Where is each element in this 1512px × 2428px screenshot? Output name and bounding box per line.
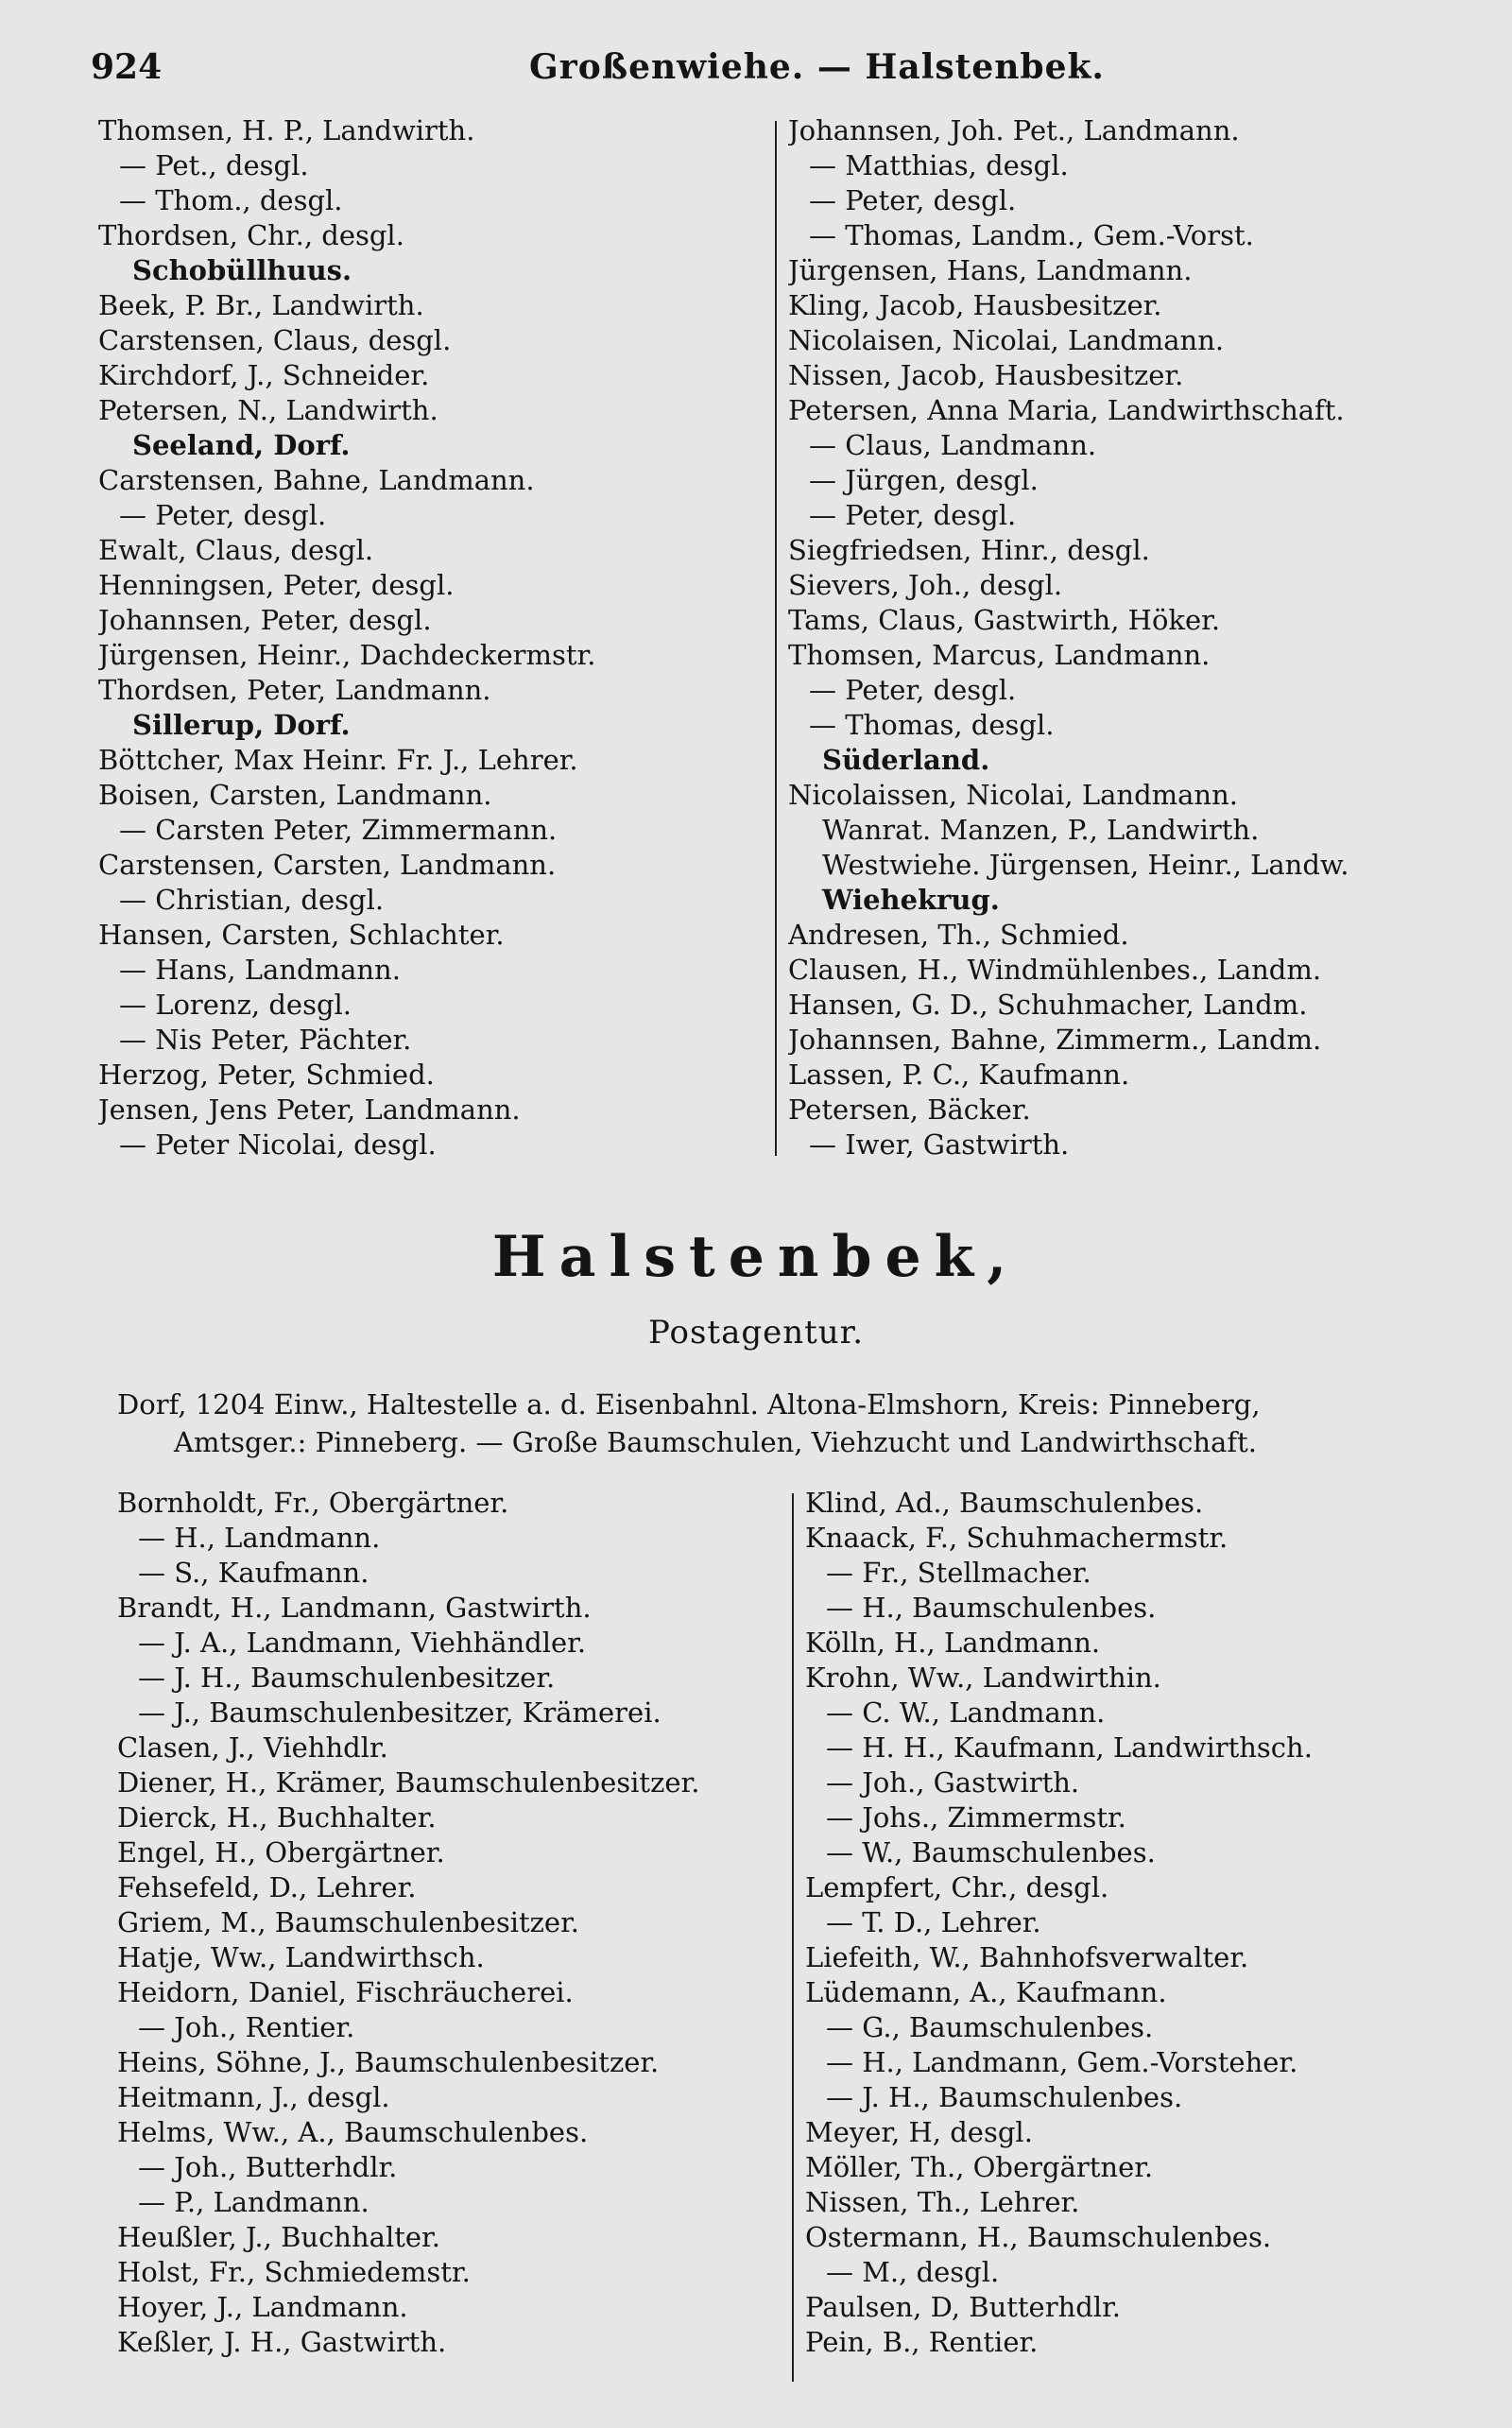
column-divider xyxy=(792,1493,794,2382)
directory-entry: — J. A., Landmann, Viehhändler. xyxy=(138,1627,587,1659)
directory-entry: Thomsen, H. P., Landwirth. xyxy=(98,114,475,146)
directory-entry: Kirchdorf, J., Schneider. xyxy=(98,359,430,391)
directory-entry: Carstensen, Claus, desgl. xyxy=(98,324,452,356)
directory-entry: Boisen, Carsten, Landmann. xyxy=(98,779,492,811)
directory-entry: — C. W., Landmann. xyxy=(826,1696,1106,1729)
directory-entry: Beek, P. Br., Landwirth. xyxy=(98,289,424,321)
directory-entry: Kling, Jacob, Hausbesitzer. xyxy=(788,289,1162,321)
place-heading: Seeland, Dorf. xyxy=(132,429,351,461)
directory-entry: — M., desgl. xyxy=(826,2256,1000,2288)
directory-entry: — G., Baumschulenbes. xyxy=(826,2011,1154,2043)
directory-entry: — Nis Peter, Pächter. xyxy=(119,1024,412,1056)
directory-entry: Carstensen, Carsten, Landmann. xyxy=(98,849,557,881)
directory-entry: Ewalt, Claus, desgl. xyxy=(98,534,374,566)
directory-entry: Klind, Ad., Baumschulenbes. xyxy=(805,1487,1204,1519)
directory-entry: — Peter, desgl. xyxy=(809,184,1017,216)
place-heading: Süderland. xyxy=(822,744,990,776)
directory-entry: — Carsten Peter, Zimmermann. xyxy=(119,814,558,846)
directory-entry: Hatje, Ww., Landwirthsch. xyxy=(117,1941,485,1973)
directory-entry: — S., Kaufmann. xyxy=(138,1557,369,1589)
directory-entry: — Thomas, Landm., Gem.-Vorst. xyxy=(809,219,1254,251)
directory-entry: — Johs., Zimmermstr. xyxy=(826,1801,1126,1834)
directory-entry: Heins, Söhne, J., Baumschulenbesitzer. xyxy=(117,2046,660,2078)
directory-entry: — Peter, desgl. xyxy=(809,674,1017,706)
directory-entry: Griem, M., Baumschulenbesitzer. xyxy=(117,1906,579,1938)
directory-entry: — H. H., Kaufmann, Landwirthsch. xyxy=(826,1731,1313,1764)
directory-entry: Petersen, Bäcker. xyxy=(788,1093,1031,1126)
running-head: Großenwiehe. — Halstenbek. xyxy=(529,47,1105,87)
directory-entry: — Joh., Gastwirth. xyxy=(826,1766,1080,1799)
directory-entry: Fehsefeld, D., Lehrer. xyxy=(117,1871,417,1903)
directory-entry: Hansen, Carsten, Schlachter. xyxy=(98,919,505,951)
intro-line: Amtsger.: Pinneberg. — Große Baumschulen, Viehzucht und Landwirthschaft. xyxy=(174,1426,1257,1458)
directory-entry: — Peter Nicolai, desgl. xyxy=(119,1128,437,1161)
directory-entry: — Iwer, Gastwirth. xyxy=(809,1128,1070,1161)
directory-entry: Andresen, Th., Schmied. xyxy=(788,919,1129,951)
directory-entry: Johannsen, Joh. Pet., Landmann. xyxy=(788,114,1240,146)
directory-entry: — Hans, Landmann. xyxy=(119,954,401,986)
directory-entry: Keßler, J. H., Gastwirth. xyxy=(117,2326,447,2358)
directory-entry: — W., Baumschulenbes. xyxy=(826,1836,1156,1868)
directory-entry: — J. H., Baumschulenbes. xyxy=(826,2081,1183,2113)
directory-entry: Böttcher, Max Heinr. Fr. J., Lehrer. xyxy=(98,744,578,776)
section-subtitle: Postagentur. xyxy=(647,1314,865,1352)
directory-entry: Sievers, Joh., desgl. xyxy=(788,569,1063,601)
directory-entry: — H., Landmann, Gem.-Vorsteher. xyxy=(826,2046,1298,2078)
directory-entry: Nicolaissen, Nicolai, Landmann. xyxy=(788,779,1239,811)
directory-entry: Lassen, P. C., Kaufmann. xyxy=(788,1059,1130,1091)
directory-entry: Thordsen, Chr., desgl. xyxy=(98,219,404,251)
directory-entry: Herzog, Peter, Schmied. xyxy=(98,1059,435,1091)
directory-entry: — Thomas, desgl. xyxy=(809,709,1055,741)
directory-entry: Thordsen, Peter, Landmann. xyxy=(98,674,491,706)
directory-entry: Clasen, J., Viehhdlr. xyxy=(117,1731,388,1764)
page-number: 924 xyxy=(91,47,163,87)
directory-entry: Bornholdt, Fr., Obergärtner. xyxy=(117,1487,509,1519)
directory-entry: Heußler, J., Buchhalter. xyxy=(117,2221,440,2253)
directory-entry: — T. D., Lehrer. xyxy=(826,1906,1041,1938)
directory-entry: Thomsen, Marcus, Landmann. xyxy=(788,639,1211,671)
directory-entry: — H., Landmann. xyxy=(138,1522,381,1554)
directory-entry: Nissen, Jacob, Hausbesitzer. xyxy=(788,359,1184,391)
directory-entry: Johannsen, Peter, desgl. xyxy=(98,604,432,636)
directory-entry: — Lorenz, desgl. xyxy=(119,989,352,1021)
directory-entry: Lempfert, Chr., desgl. xyxy=(805,1871,1109,1903)
directory-entry: Carstensen, Bahne, Landmann. xyxy=(98,464,535,496)
directory-entry: Jensen, Jens Peter, Landmann. xyxy=(98,1093,521,1126)
directory-entry: Krohn, Ww., Landwirthin. xyxy=(805,1662,1161,1694)
directory-entry: — P., Landmann. xyxy=(138,2186,369,2218)
directory-entry: Lüdemann, A., Kaufmann. xyxy=(805,1976,1167,2008)
directory-entry: Nicolaisen, Nicolai, Landmann. xyxy=(788,324,1225,356)
directory-entry: Petersen, N., Landwirth. xyxy=(98,394,438,426)
directory-entry: Ostermann, H., Baumschulenbes. xyxy=(805,2221,1272,2253)
directory-entry: — Jürgen, desgl. xyxy=(809,464,1039,496)
place-heading: Sillerup, Dorf. xyxy=(132,709,351,741)
directory-entry: — Joh., Rentier. xyxy=(138,2011,355,2043)
directory-entry: — Thom., desgl. xyxy=(119,184,343,216)
directory-entry: Liefeith, W., Bahnhofsverwalter. xyxy=(805,1941,1249,1973)
directory-entry: Clausen, H., Windmühlenbes., Landm. xyxy=(788,954,1322,986)
directory-entry: Johannsen, Bahne, Zimmerm., Landm. xyxy=(788,1024,1322,1056)
directory-entry: — Peter, desgl. xyxy=(119,499,327,531)
directory-entry: Meyer, H, desgl. xyxy=(805,2116,1033,2148)
directory-entry: Nissen, Th., Lehrer. xyxy=(805,2186,1080,2218)
directory-entry: Westwiehe. Jürgensen, Heinr., Landw. xyxy=(822,849,1349,881)
directory-entry: — Pet., desgl. xyxy=(119,149,309,181)
directory-entry: Pein, B., Rentier. xyxy=(805,2326,1039,2358)
column-divider xyxy=(775,121,777,1156)
directory-entry: — Fr., Stellmacher. xyxy=(826,1557,1091,1589)
directory-entry: — Claus, Landmann. xyxy=(809,429,1097,461)
directory-entry: Hansen, G. D., Schuhmacher, Landm. xyxy=(788,989,1308,1021)
directory-entry: Kölln, H., Landmann. xyxy=(805,1627,1101,1659)
column-bottom-right xyxy=(805,1486,1486,2360)
section-intro xyxy=(117,1386,1469,1461)
column-top-left xyxy=(98,113,760,1162)
directory-entry: Hoyer, J., Landmann. xyxy=(117,2291,408,2323)
intro-line: Dorf, 1204 Einw., Haltestelle a. d. Eisenbahnl. Altona-Elmshorn, Kreis: Pinneberg, xyxy=(117,1388,1261,1421)
directory-entry: Diener, H., Krämer, Baumschulenbesitzer. xyxy=(117,1766,700,1799)
directory-entry: Möller, Th., Obergärtner. xyxy=(805,2151,1154,2183)
directory-entry: Engel, H., Obergärtner. xyxy=(117,1836,445,1868)
directory-entry: — Matthias, desgl. xyxy=(809,149,1069,181)
column-top-right xyxy=(788,113,1487,1162)
directory-entry: — Christian, desgl. xyxy=(119,884,385,916)
directory-entry: Dierck, H., Buchhalter. xyxy=(117,1801,437,1834)
place-heading: Schobüllhuus. xyxy=(132,254,352,286)
directory-entry: Heidorn, Daniel, Fischräucherei. xyxy=(117,1976,574,2008)
directory-entry: Petersen, Anna Maria, Landwirthschaft. xyxy=(788,394,1345,426)
directory-entry: Holst, Fr., Schmiedemstr. xyxy=(117,2256,471,2288)
directory-entry: Tams, Claus, Gastwirth, Höker. xyxy=(788,604,1221,636)
directory-entry: — H., Baumschulenbes. xyxy=(826,1592,1157,1624)
section-title: Halstenbek, xyxy=(491,1224,1021,1290)
directory-entry: Paulsen, D, Butterhdlr. xyxy=(805,2291,1121,2323)
directory-entry: Wanrat. Manzen, P., Landwirth. xyxy=(822,814,1260,846)
column-bottom-left xyxy=(117,1486,779,2360)
place-heading: Wiehekrug. xyxy=(822,884,1000,916)
directory-entry: — Peter, desgl. xyxy=(809,499,1017,531)
directory-entry: Brandt, H., Landmann, Gastwirth. xyxy=(117,1592,592,1624)
directory-entry: Jürgensen, Heinr., Dachdeckermstr. xyxy=(98,639,596,671)
directory-entry: — J., Baumschulenbesitzer, Krämerei. xyxy=(138,1696,662,1729)
directory-entry: Jürgensen, Hans, Landmann. xyxy=(788,254,1193,286)
directory-entry: Henningsen, Peter, desgl. xyxy=(98,569,455,601)
directory-entry: Siegfriedsen, Hinr., desgl. xyxy=(788,534,1150,566)
directory-entry: — Joh., Butterhdlr. xyxy=(138,2151,398,2183)
directory-entry: Helms, Ww., A., Baumschulenbes. xyxy=(117,2116,589,2148)
directory-entry: Knaack, F., Schuhmachermstr. xyxy=(805,1522,1228,1554)
directory-entry: — J. H., Baumschulenbesitzer. xyxy=(138,1662,556,1694)
directory-entry: Heitmann, J., desgl. xyxy=(117,2081,390,2113)
